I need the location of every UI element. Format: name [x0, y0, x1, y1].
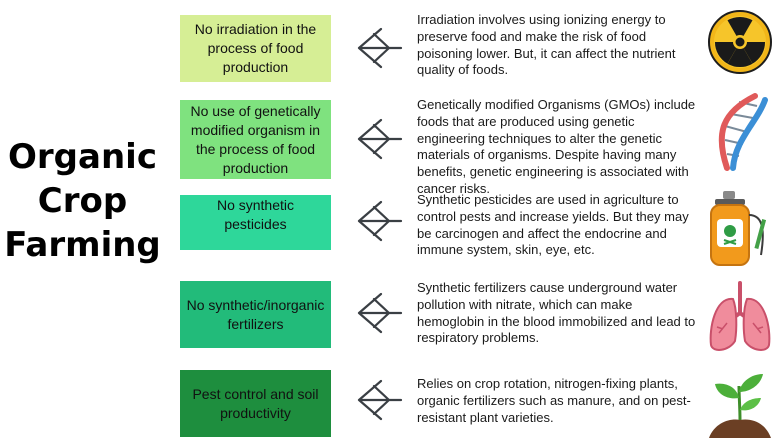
description-text: Relies on crop rotation, nitrogen-fixing plants, organic fertilizers such as manure, and on pest- resistant plant varieties. — [417, 376, 691, 425]
principle-box — [180, 281, 331, 348]
lungs-icon — [705, 279, 775, 355]
principle-box — [180, 370, 331, 437]
branch-arrow-icon — [355, 288, 405, 338]
principle-box — [180, 195, 331, 250]
pesticide-sprayer-icon — [705, 185, 775, 269]
dna-icon — [705, 92, 775, 172]
branch-arrow-icon — [355, 196, 405, 246]
description-text: Synthetic fertilizers cause underground water pollution with nitrate, which can make hemoglobin in the blood immobilized and lead to respiratory problems. — [417, 280, 696, 346]
title-line: Organic — [8, 137, 157, 177]
description-text: Irradiation involves using ionizing energy to preserve food and make the risk of food poisoning lower. But, it can affect the nutrient quality of foods. — [417, 12, 676, 78]
description-text: Genetically modified Organisms (GMOs) include foods that are produced using genetic engineering techniques to alter the genetic materials of organisms. Despite having many benefits, genetic engineering is associated with cancer risks. — [417, 97, 696, 196]
principle-label: Pest control and soil productivity — [192, 385, 319, 421]
diagram-title — [0, 135, 165, 267]
principle-label: No use of genetically modified organism in the process of food production — [190, 102, 321, 176]
principle-label: No synthetic/inorganic fertilizers — [186, 296, 325, 332]
sprout-icon — [705, 368, 775, 442]
radiation-icon — [705, 6, 775, 78]
branch-arrow-icon — [355, 114, 405, 164]
principle-box — [180, 15, 331, 82]
principle-label: No irradiation in the process of food production — [194, 21, 317, 75]
description-text: Synthetic pesticides are used in agriculture to control pests and increase yields. But they may be carcinogen and affect the endocrine and immune system, skin, eye, etc. — [417, 192, 689, 258]
branch-arrow-icon — [355, 375, 405, 425]
branch-arrow-icon — [355, 23, 405, 73]
principle-box — [180, 100, 331, 179]
title-line: Crop — [37, 181, 128, 221]
principle-label: No synthetic pesticides — [216, 196, 295, 232]
title-line: Farming — [4, 225, 161, 265]
